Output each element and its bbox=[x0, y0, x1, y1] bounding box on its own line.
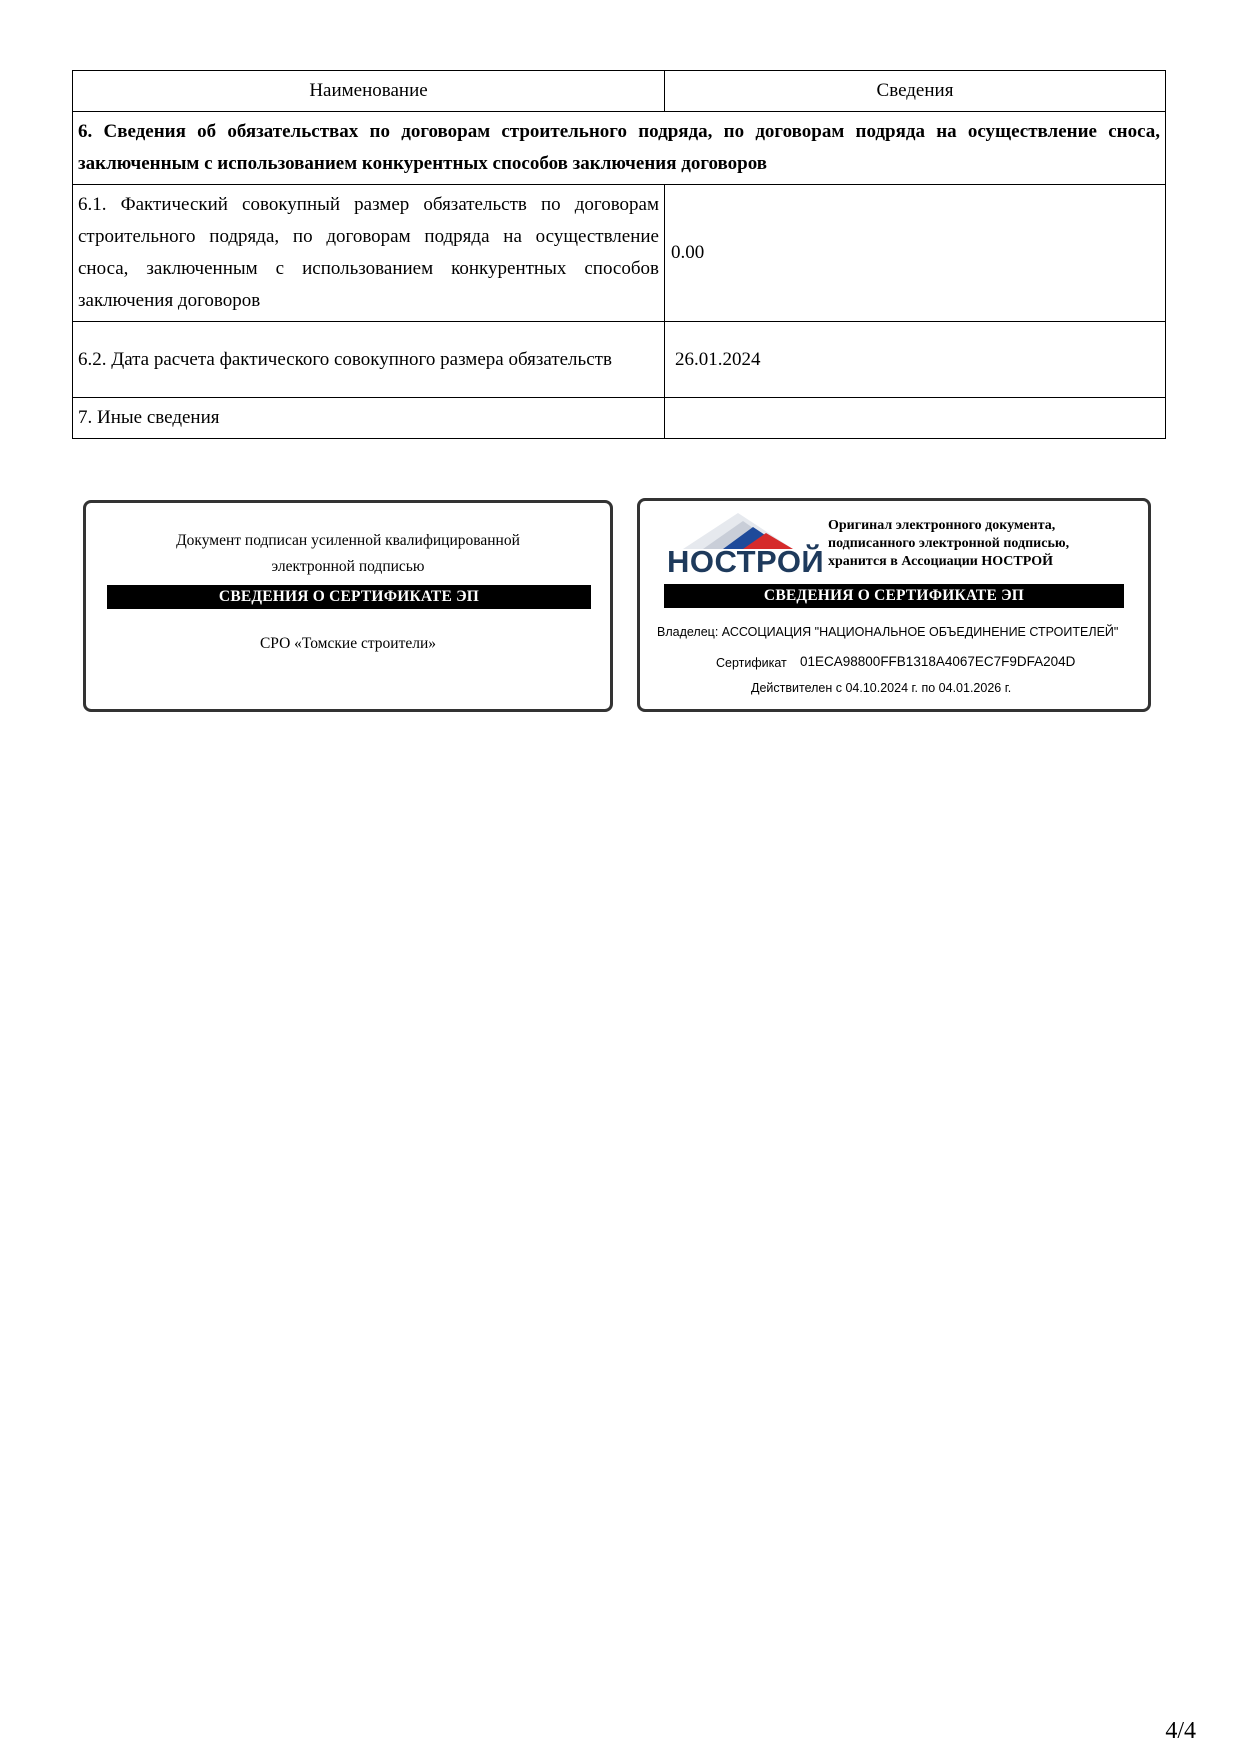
cert-label: Сертификат bbox=[716, 656, 787, 670]
signature-stamp-left bbox=[83, 500, 613, 712]
signed-line-1: Документ подписан усиленной квалифицированной bbox=[176, 532, 520, 549]
row-6-2-label: 6.2. Дата расчета фактического совокупного размера обязательств bbox=[73, 322, 665, 398]
cert-info-bar: СВЕДЕНИЯ О СЕРТИФИКАТЕ ЭП bbox=[664, 584, 1124, 608]
table-header-row bbox=[73, 71, 1166, 112]
signed-line-2: электронной подписью bbox=[271, 558, 425, 575]
table-row bbox=[73, 322, 1166, 398]
original-note-line-1: Оригинал электронного документа, bbox=[828, 518, 1056, 533]
row-6-1-value: 0.00 bbox=[665, 185, 1166, 322]
section-6-title: 6. Сведения об обязательствах по договорам строительного подряда, по договорам подряда на осуществление сноса, заключенным с использованием конкурентных способов заключения договоров bbox=[73, 112, 1166, 185]
table-row bbox=[73, 185, 1166, 322]
info-table bbox=[72, 70, 1166, 439]
nostroy-logo-text: НОСТРОЙ bbox=[667, 544, 825, 579]
header-name: Наименование bbox=[73, 71, 665, 112]
header-info: Сведения bbox=[665, 71, 1166, 112]
row-7-label: 7. Иные сведения bbox=[73, 398, 665, 439]
table-row bbox=[73, 398, 1166, 439]
page-number: 4/4 bbox=[1165, 1718, 1196, 1744]
original-note-line-2: подписанного электронной подписью, bbox=[828, 536, 1070, 551]
sro-name: СРО «Томские строители» bbox=[259, 635, 437, 652]
original-note bbox=[828, 517, 1128, 571]
owner-line: Владелец: АССОЦИАЦИЯ "НАЦИОНАЛЬНОЕ ОБЪЕДИНЕНИЕ СТРОИТЕЛЕЙ" bbox=[657, 625, 1119, 639]
original-note-line-3: хранится в Ассоциации НОСТРОЙ bbox=[828, 554, 1053, 569]
row-6-1-label: 6.1. Фактический совокупный размер обязательств по договорам строительного подряда, по договорам подряда на осуществление сноса, заключенным с использованием конкурентных способов заключения договоров bbox=[73, 185, 665, 322]
row-6-2-value: 26.01.2024 bbox=[665, 322, 1166, 398]
validity-line: Действителен с 04.10.2024 г. по 04.01.2026 г. bbox=[751, 681, 1012, 695]
row-7-value bbox=[665, 398, 1166, 439]
cert-value: 01ECA98800FFB1318A4067EC7F9DFA204D bbox=[800, 654, 1076, 669]
cert-info-bar: СВЕДЕНИЯ О СЕРТИФИКАТЕ ЭП bbox=[107, 585, 591, 609]
signature-stamp-right bbox=[637, 498, 1151, 712]
section-6-row bbox=[73, 112, 1166, 185]
